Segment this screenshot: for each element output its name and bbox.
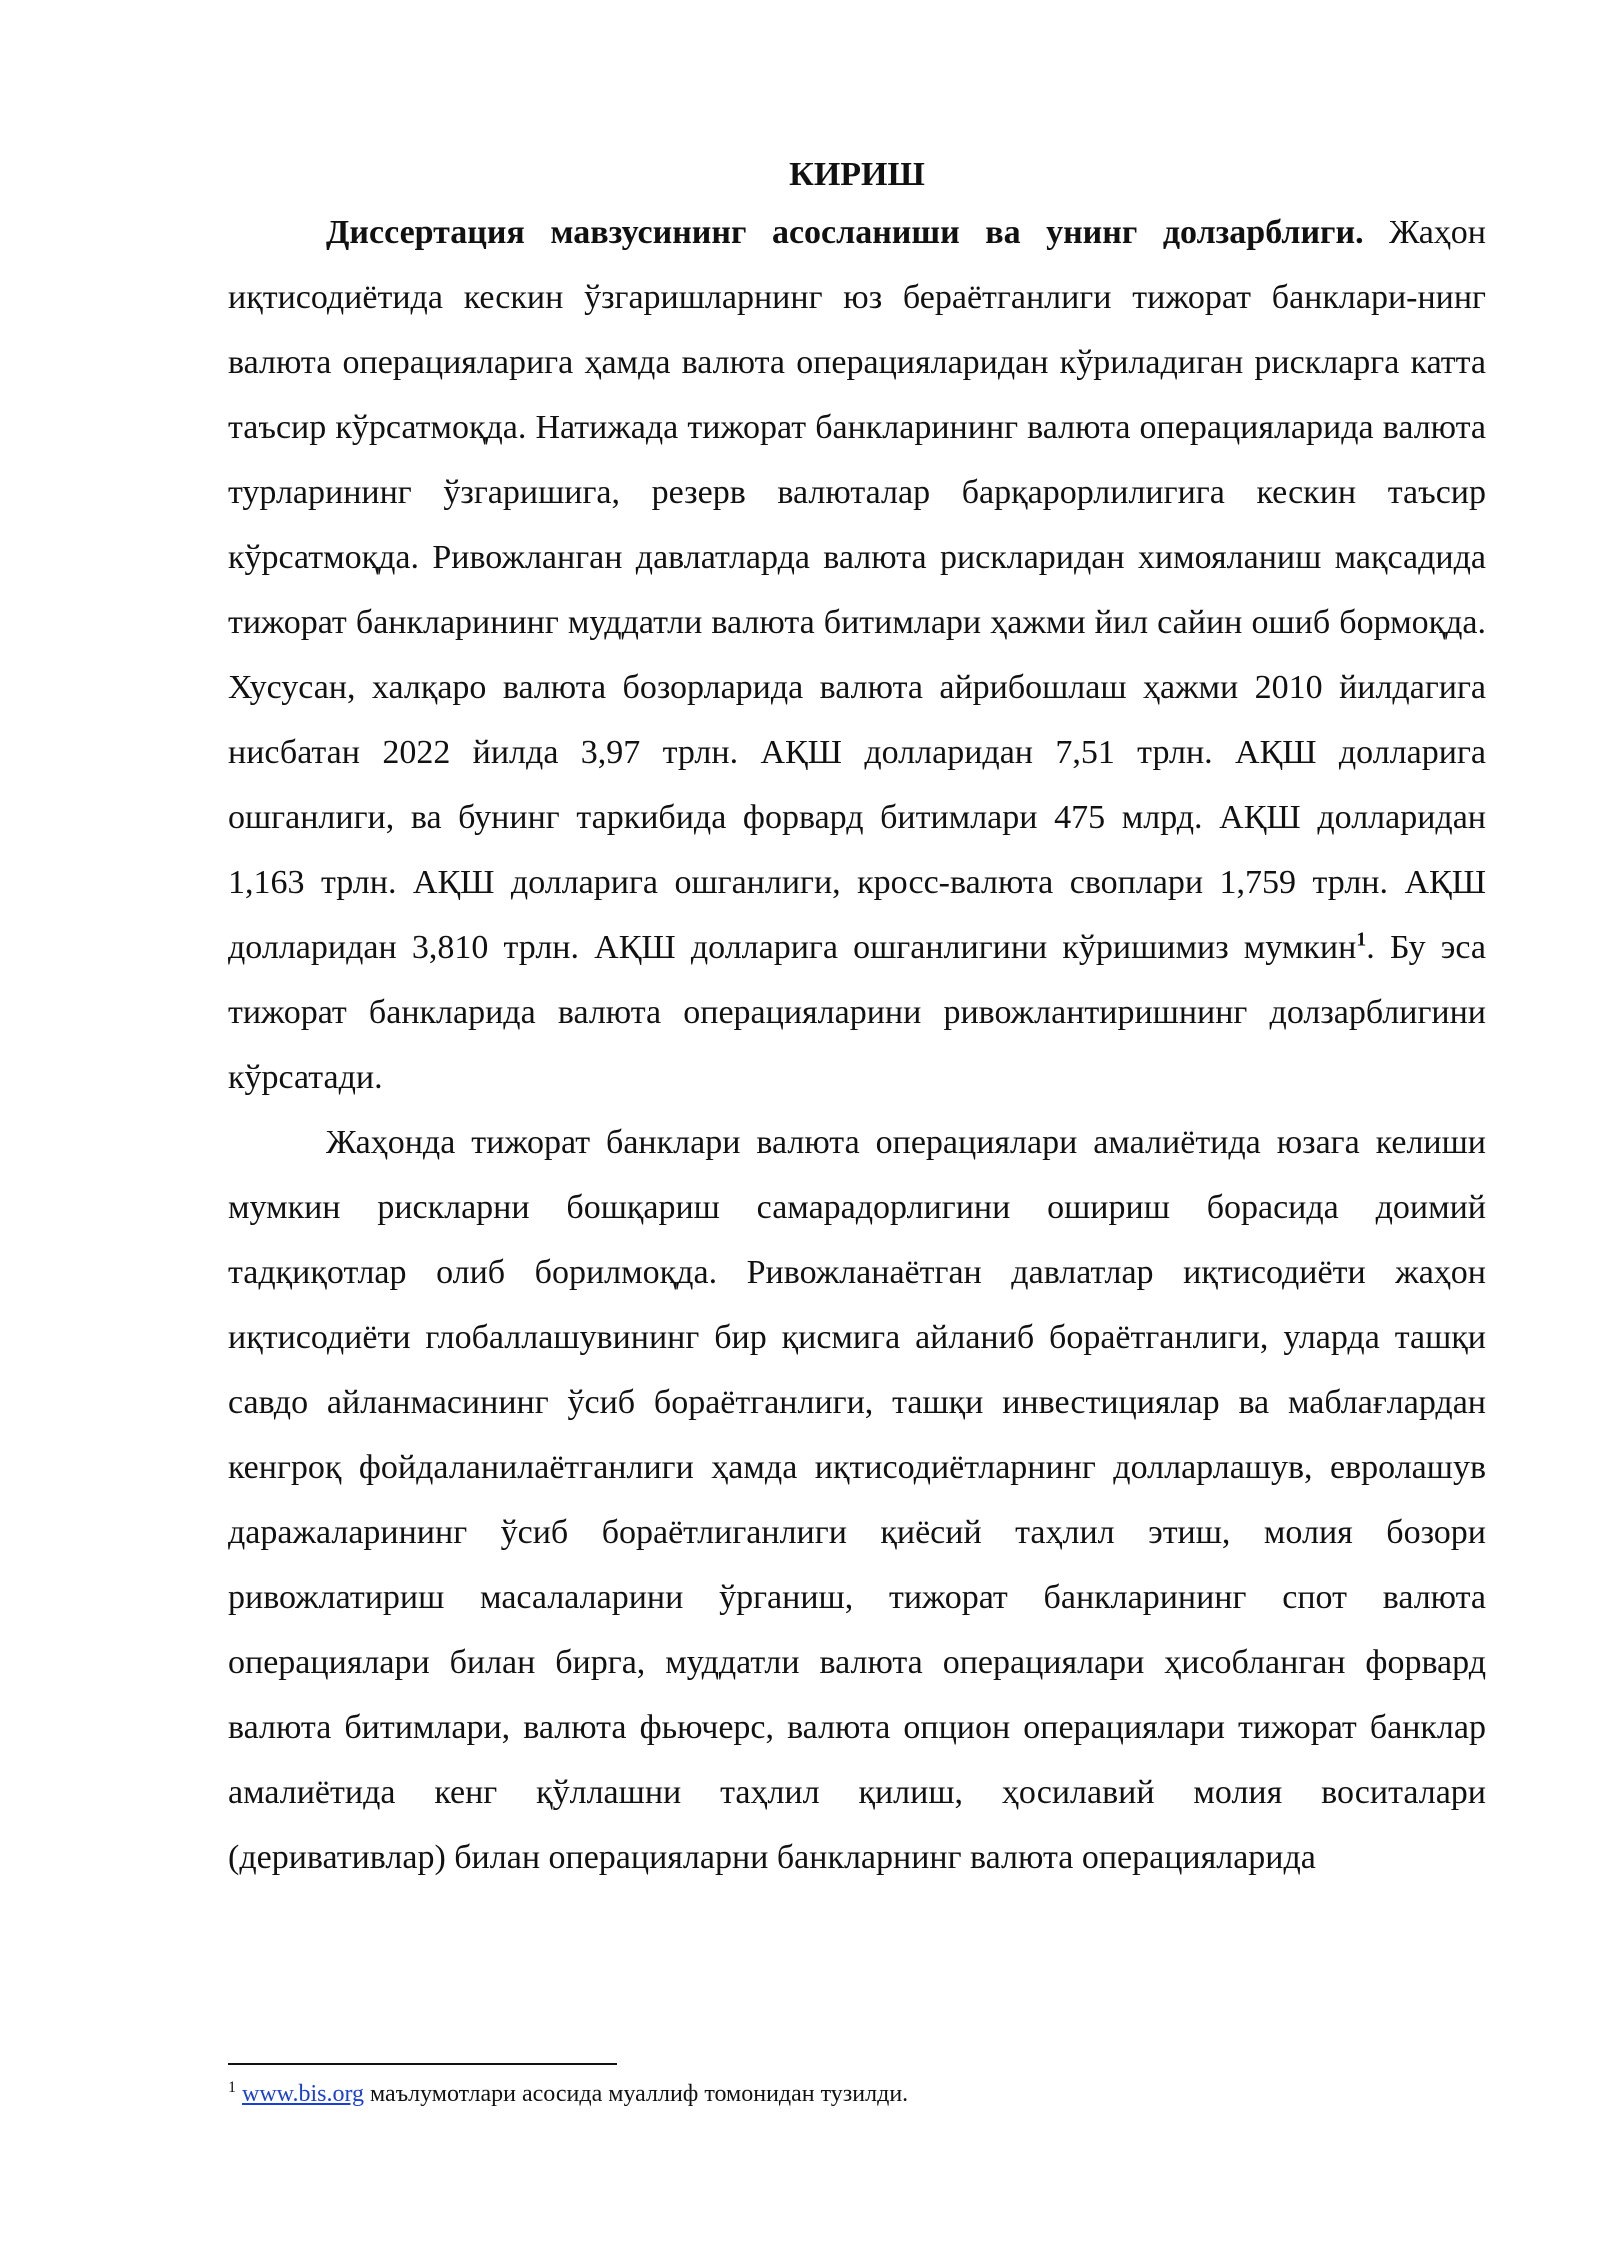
footnote-text: маълумотлари асосида муаллиф томонидан тузилди. <box>364 2081 909 2107</box>
page-body <box>228 150 1486 1890</box>
paragraph-relevance <box>228 200 1486 1110</box>
footnote <box>228 2077 1486 2111</box>
footnote-marker: 1 <box>228 2079 236 2096</box>
footnote-divider <box>228 2063 617 2065</box>
paragraph-lead: Диссертация мавзусининг асосланиши ва унинг долзарблиги. <box>326 214 1364 251</box>
paragraph-text: Жаҳон иқтисодиётида кескин ўзгаришларнинг юз бераётганлиги тижорат банклари-нинг валюта операцияларига ҳамда валюта операцияларидан кўриладиган рискларга катта таъсир кўрсатмоқда. Натижада тижорат банкларининг валюта операцияларида валюта турларининг ўзгаришига, резерв валюталар барқарорлилигига кескин таъсир кўрсатмоқда. Ривожланган давлатларда валюта рискларидан химояланиш мақсадида тижорат банкларининг муддатли валюта битимлари ҳажми йил сайин ошиб бормоқда. Хусусан, халқаро валюта бозорларида валюта айрибошлаш ҳажми 2010 йилдагига нисбатан 2022 йилда 3,97 трлн. АҚШ долларидан 7,51 трлн. АҚШ долларига ошганлиги, ва бунинг таркибида форвард битимлари 475 млрд. АҚШ долларидан 1,163 трлн. АҚШ долларига ошганлиги, кросс-валюта своплари 1,759 трлн. АҚШ долларидан 3,810 трлн. АҚШ долларига ошганлигини кўришимиз мумкин <box>228 214 1487 966</box>
page-title: КИРИШ <box>789 156 925 193</box>
footnote-reference[interactable]: 1 <box>1356 928 1367 951</box>
paragraph-research: Жаҳонда тижорат банклари валюта операциялари амалиётида юзага келиши мумкин рискларни бошқариш самарадорлигини ошириш борасида доимий тадқиқотлар олиб борилмоқда. Ривожланаётган давлатлар иқтисодиёти жаҳон иқтисодиёти глобаллашувининг бир қисмига айланиб бораётганлиги, уларда ташқи савдо айланмасининг ўсиб бораётганлиги, ташқи инвестициялар ва маблағлардан кенгроқ фойдаланилаётганлиги ҳамда иқтисодиётларнинг долларлашув, евролашув даражаларининг ўсиб бораётлиганлиги қиёсий таҳлил этиш, молия бозори ривожлатириш масалаларини ўрганиш, тижорат банкларининг спот валюта операциялари билан бирга, муддатли валюта операциялари ҳисобланган форвард валюта битимлари, валюта фьючерс, валюта опцион операциялари тижорат банклар амалиётида кенг қўллашни таҳлил қилиш, ҳосилавий молия воситалари (деривативлар) билан операцияларни банкларнинг валюта операцияларида <box>228 1124 1486 1876</box>
footnote-link[interactable]: www.bis.org <box>242 2081 365 2107</box>
paragraph-text-continued: . Бу эса тижорат банкларида валюта операцияларини ривожлантиришнинг долзарблигини кўрсатади. <box>228 929 1486 1096</box>
